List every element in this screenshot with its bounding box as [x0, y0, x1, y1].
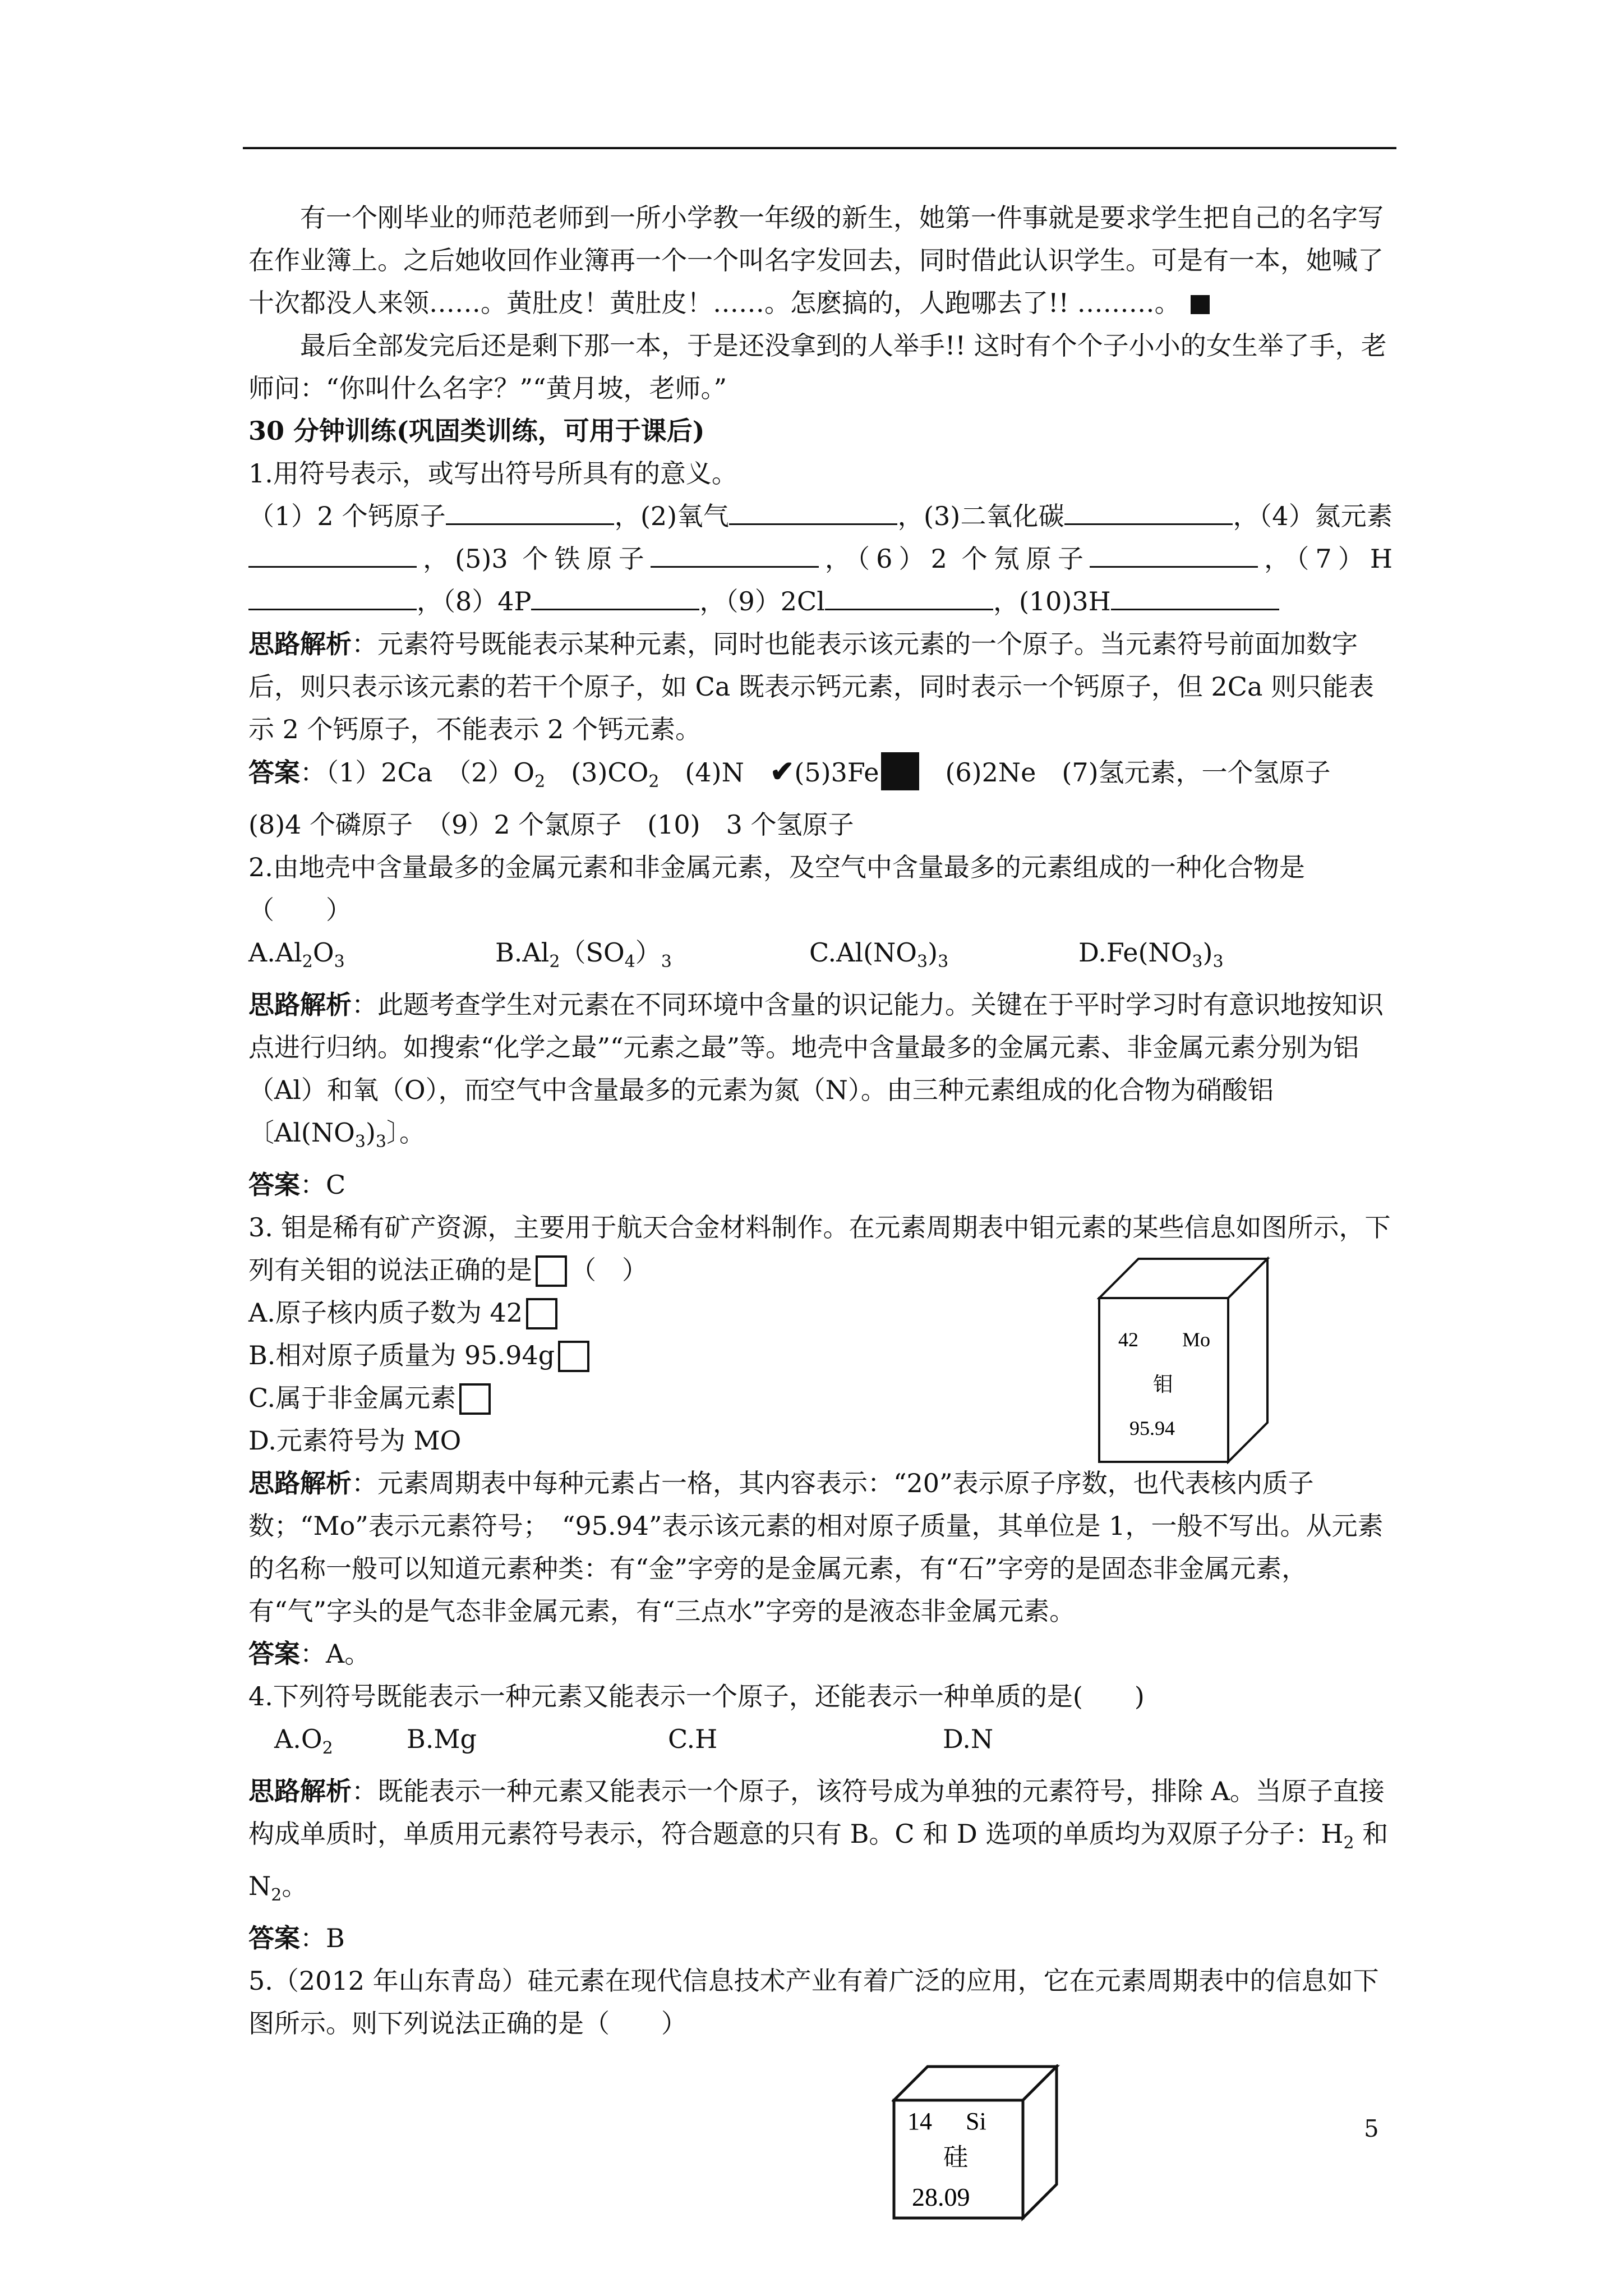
si-element-cell: [892, 2064, 1060, 2221]
q1-item-4: （4）氮元素: [1258, 501, 1393, 531]
q3-option-c: C.属于非金属元素: [248, 1377, 1393, 1419]
answer-blank[interactable]: [651, 540, 819, 568]
answer-box[interactable]: [526, 1298, 557, 1329]
header-rule: [243, 147, 1396, 149]
mo-symbol: Mo: [1182, 1328, 1211, 1351]
si-name: 硅: [943, 2143, 968, 2171]
mo-atomic-number: 42: [1118, 1328, 1138, 1351]
q4-stem: 4.下列符号既能表示一种元素又能表示一个原子，还能表示一种单质的是( ): [248, 1681, 1145, 1711]
q4-answer: 答案：B: [248, 1923, 345, 1953]
black-square-mark: [1191, 295, 1210, 314]
q2-answer: 答案：C: [248, 1170, 346, 1200]
q4-options: [248, 1718, 1393, 1770]
checkmark-icon: ✔: [769, 754, 795, 789]
q5-stem: 5.（2012 年山东青岛）硅元素在现代信息技术产业有着广泛的应用，它在元素周期表中的信息如下图所示。则下列说法正确的是（ ）: [248, 1966, 1379, 2039]
q4-option-a: A.O2: [274, 1724, 333, 1758]
q4-option-b: B.Mg: [407, 1724, 477, 1754]
q4-option-c: C.H: [668, 1724, 718, 1754]
answer-blank[interactable]: [531, 583, 699, 610]
page-number: 5: [1364, 2115, 1379, 2142]
answer-box[interactable]: [536, 1255, 567, 1287]
page-content: [248, 196, 1393, 2045]
q1-item-9: （9）2Cl: [725, 586, 825, 616]
q1-item-7: （7）H: [1296, 544, 1393, 574]
answer-blank[interactable]: [1064, 498, 1233, 525]
q4-option-d: D.N: [943, 1724, 994, 1754]
q3-stem: 3. 钼是稀有矿产资源，主要用于航天合金材料制作。在元素周期表中钼元素的某些信息如图所示，下列有关钼的说法正确的是 （ ）: [248, 1206, 1393, 1291]
answer-blank[interactable]: [248, 583, 417, 610]
answer-blank[interactable]: [729, 498, 897, 525]
q1-item-2: (2)氧气: [640, 501, 730, 531]
q3-answer: 答案：A。: [248, 1639, 371, 1669]
answer-blank[interactable]: [248, 540, 417, 568]
q1-item-5: (5)3 个铁原子: [455, 544, 651, 574]
answer-blank[interactable]: [825, 583, 993, 610]
answer-blank[interactable]: [1111, 583, 1279, 610]
q1-item-6: （6）2 个氖原子: [857, 544, 1090, 574]
answer-blank[interactable]: [446, 498, 614, 525]
q2-stem: 2.由地壳中含量最多的金属元素和非金属元素，及空气中含量最多的元素组成的一种化合物是（ ）: [248, 852, 1305, 925]
story-paragraph-1: 有一个刚毕业的师范老师到一所小学教一年级的新生，她第一件事就是要求学生把自己的名字写在作业簿上。之后她收回作业簿再一个一个叫名字发回去，同时借此认识学生。可是有一本，她喊了十次都没人来领……。黄肚皮！黄肚皮！……。怎麽搞的，人跑哪去了!! ………。: [248, 203, 1384, 318]
answer-box[interactable]: [558, 1341, 589, 1372]
q2-options: [248, 931, 1393, 983]
q2-option-c: C.Al(NO3)3: [809, 937, 949, 972]
mo-cube-figure: [1097, 1257, 1271, 1464]
q2-option-a: A.Al2O3: [248, 937, 345, 972]
q4-analysis: 思路解析：既能表示一种元素又能表示一个原子，该符号成为单独的元素符号，排除 A。当原子直接构成单质时，单质用元素符号表示，符合题意的只有 B。C 和 D 选项的单质均为双原子分子：$H_2$ 和 $N_2$。: [248, 1776, 1389, 1905]
answer-blank[interactable]: [1090, 540, 1258, 568]
section-title: 30 分钟训练(巩固类训练，可用于课后): [248, 416, 705, 446]
q1-item-10: (10)3H: [1018, 586, 1111, 616]
si-cube-figure: [892, 2064, 1060, 2221]
q1-stem: 1.用符号表示，或写出符号所具有的意义。: [248, 458, 737, 489]
mo-mass: 95.94: [1129, 1417, 1175, 1439]
si-symbol: Si: [966, 2108, 986, 2135]
q1-items: （1）2 个钙原子 ，(2)氧气 ，(3)二氧化碳 ，（4）氮元素，(5)3 个铁原子 ，（6）2 个氖原子 ，（7）H，（8）4P ，（9）2Cl ，(10)3H: [248, 495, 1393, 623]
q2-option-d: D.Fe(NO3)3: [1078, 937, 1224, 972]
answer-box[interactable]: [459, 1383, 491, 1415]
q1-item-8: （8）4P: [442, 586, 532, 616]
si-mass: 28.09: [912, 2183, 970, 2211]
q2-option-b: B.Al2（SO4）3: [495, 937, 672, 972]
si-atomic-number: 14: [907, 2108, 932, 2135]
black-square-mark: [881, 752, 919, 790]
q3-option-a: A.原子核内质子数为 42: [248, 1291, 1393, 1334]
q2-analysis: 思路解析：此题考查学生对元素在不同环境中含量的识记能力。关键在于平时学习时有意识地按知识点进行归纳。如搜索“化学之最”“元素之最”等。地壳中含量最多的金属元素、非金属元素分别为铝（Al）和氧（O），而空气中含量最多的元素为氮（N）。由三种元素组成的化合物为硝酸铝〔$Al(NO_3)_3$〕。: [248, 990, 1384, 1152]
mo-element-cell: [1097, 1257, 1271, 1464]
q3-option-d: D.元素符号为 MO: [248, 1425, 462, 1456]
q1-answer: 答案：（1）2Ca $(2)O_2$ $(3)CO_2$ (4)N ✔(5)3Fe (6)2Ne (7)氢元素，一个氢原子 (8)4 个磷原子 （9）2 个氯原子 (10) 3 个氢原子: [248, 751, 1393, 846]
q3-analysis: 思路解析：元素周期表中每种元素占一格，其内容表示：“20”表示原子序数，也代表核内质子数；“Mo”表示元素符号； “95.94”表示该元素的相对原子质量，其单位是 1，一般不写出。从元素的名称一般可以知道元素种类：有“金”字旁的是金属元素，有“石”字旁的是固态非金属元素，有“气”字头的是气态非金属元素，有“三点水”字旁的是液态非金属元素。: [248, 1468, 1384, 1626]
q1-analysis: 思路解析：元素符号既能表示某种元素，同时也能表示该元素的一个原子。当元素符号前面加数字后，则只表示该元素的若干个原子，如 Ca 既表示钙元素，同时表示一个钙原子，但 2Ca 则只能表示 2 个钙原子，不能表示 2 个钙元素。: [248, 629, 1374, 744]
mo-name: 钼: [1153, 1373, 1174, 1396]
q1-item-1: （1）2 个钙原子: [248, 501, 446, 531]
q3-option-b: B.相对原子质量为 95.94g: [248, 1334, 1393, 1377]
story-paragraph-2: 最后全部发完后还是剩下那一本，于是还没拿到的人举手!! 这时有个个子小小的女生举了手，老师问：“你叫什么名字？”“黄月坡，老师。”: [248, 330, 1387, 403]
q1-item-3: (3)二氧化碳: [924, 501, 1065, 531]
